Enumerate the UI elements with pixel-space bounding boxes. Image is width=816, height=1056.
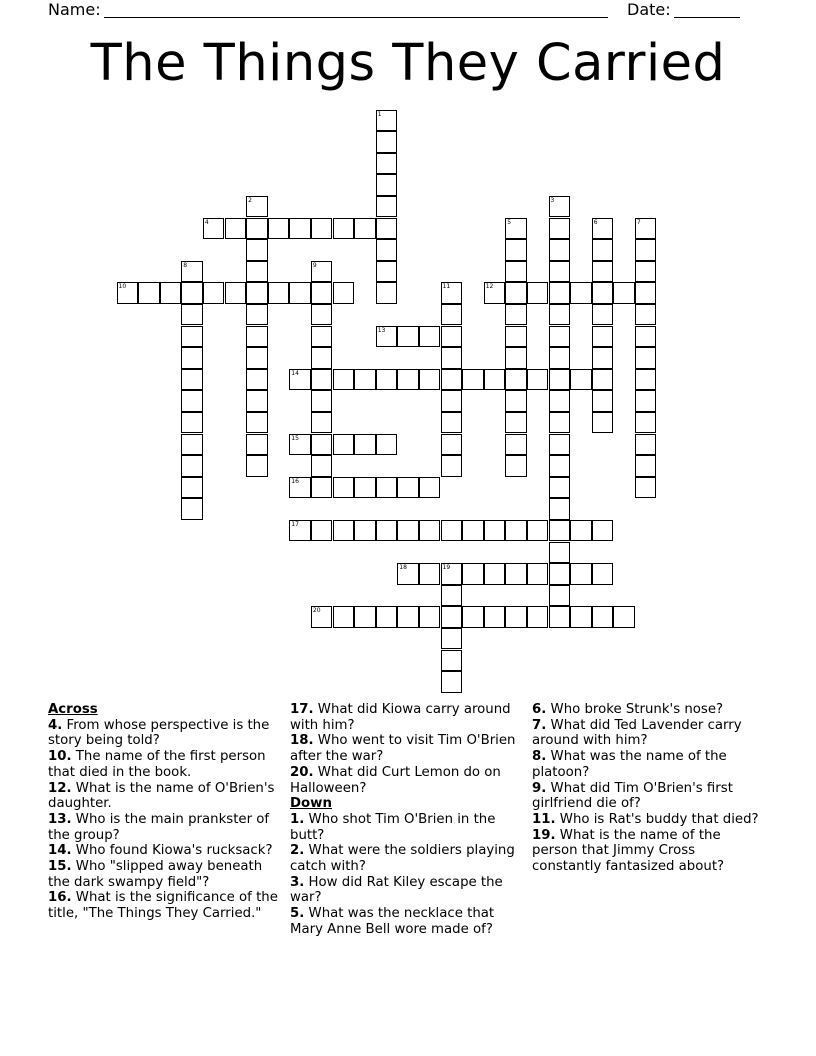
clue-number: 12 (485, 283, 494, 291)
grid-cell[interactable] (592, 369, 614, 391)
grid-cell[interactable] (549, 498, 571, 520)
clue-number: 2 (248, 196, 252, 204)
clue-number: 20 (312, 607, 321, 615)
grid-cell[interactable] (289, 369, 311, 391)
grid-cell[interactable] (333, 434, 355, 456)
grid-cell[interactable] (397, 606, 419, 628)
grid-cell[interactable] (592, 390, 614, 412)
clue-number: 19 (442, 564, 451, 572)
clue-down: 6. Who broke Strunk's nose? (532, 702, 724, 717)
grid-cell[interactable] (225, 218, 247, 240)
grid-cell[interactable] (419, 477, 441, 499)
grid-cell[interactable] (549, 326, 571, 348)
clue-across: 12. What is the name of O'Brien's daughter. (48, 780, 275, 812)
grid-cell[interactable] (441, 390, 463, 412)
grid-cell[interactable] (311, 347, 333, 369)
grid-cell[interactable] (333, 218, 355, 240)
grid-cell[interactable] (635, 239, 657, 261)
grid-cell[interactable] (246, 412, 268, 434)
grid-cell[interactable] (592, 282, 614, 304)
grid-cell[interactable] (376, 239, 398, 261)
down-heading: Down (290, 796, 332, 812)
grid-cell[interactable] (441, 304, 463, 326)
grid-cell[interactable] (181, 304, 203, 326)
grid-cell[interactable] (570, 369, 592, 391)
grid-cell[interactable] (549, 390, 571, 412)
grid-cell[interactable] (549, 412, 571, 434)
grid-cell[interactable] (160, 282, 182, 304)
grid-cell[interactable] (484, 369, 506, 391)
grid-cell[interactable] (484, 563, 506, 585)
grid-cell[interactable] (376, 606, 398, 628)
grid-cell[interactable] (505, 282, 527, 304)
grid-cell[interactable] (505, 326, 527, 348)
grid-cell[interactable] (635, 261, 657, 283)
clue-number: 16 (291, 477, 299, 485)
grid-cell[interactable] (354, 606, 376, 628)
grid-cell[interactable] (592, 563, 614, 585)
grid-cell[interactable] (549, 196, 571, 218)
grid-cell[interactable] (246, 347, 268, 369)
clue-across: 20. What did Curt Lemon do on Halloween? (290, 764, 501, 796)
grid-cell[interactable] (441, 369, 463, 391)
grid-cell[interactable] (419, 369, 441, 391)
grid-cell[interactable] (527, 520, 549, 542)
grid-cell[interactable] (397, 563, 419, 585)
grid-cell[interactable] (549, 369, 571, 391)
grid-cell[interactable] (441, 434, 463, 456)
grid-cell[interactable] (419, 520, 441, 542)
grid-cell[interactable] (613, 606, 635, 628)
grid-cell[interactable] (635, 369, 657, 391)
grid-cell[interactable] (354, 520, 376, 542)
clue-down: 3. How did Rat Kiley escape the war? (290, 874, 503, 906)
grid-cell[interactable] (462, 369, 484, 391)
grid-cell[interactable] (246, 455, 268, 477)
grid-cell[interactable] (246, 196, 268, 218)
clue-across: 4. From whose perspective is the story being told? (48, 717, 270, 749)
grid-cell[interactable] (505, 434, 527, 456)
grid-cell[interactable] (592, 606, 614, 628)
grid-cell[interactable] (397, 326, 419, 348)
clue-number: 5 (507, 218, 512, 226)
clue-down: 1. Who shot Tim O'Brien in the butt? (290, 811, 496, 843)
grid-cell[interactable] (289, 282, 311, 304)
grid-cell[interactable] (354, 434, 376, 456)
grid-cell[interactable] (376, 174, 398, 196)
grid-cell[interactable] (441, 671, 463, 693)
grid-cell[interactable] (505, 455, 527, 477)
grid-cell[interactable] (635, 326, 657, 348)
grid-cell[interactable] (268, 218, 290, 240)
grid-cell[interactable] (505, 261, 527, 283)
grid-cell[interactable] (181, 369, 203, 391)
grid-cell[interactable] (376, 369, 398, 391)
grid-cell[interactable] (570, 282, 592, 304)
grid-cell[interactable] (592, 261, 614, 283)
grid-cell[interactable] (441, 282, 463, 304)
grid-cell[interactable] (203, 282, 225, 304)
clue-down: 2. What were the soldiers playing catch with? (290, 843, 515, 875)
grid-cell[interactable] (505, 520, 527, 542)
grid-cell[interactable] (570, 520, 592, 542)
across-heading: Across (48, 702, 98, 717)
grid-cell[interactable] (289, 477, 311, 499)
grid-cell[interactable] (527, 606, 549, 628)
grid-cell[interactable] (311, 477, 333, 499)
grid-cell[interactable] (311, 606, 333, 628)
grid-cell[interactable] (441, 628, 463, 650)
grid-cell[interactable] (527, 282, 549, 304)
clue-down: 8. What was the name of the platoon? (532, 749, 727, 780)
clue-across: 14. Who found Kiowa's rucksack? (48, 843, 273, 859)
grid-cell[interactable] (441, 650, 463, 672)
page-title: The Things They Carried (90, 34, 726, 93)
grid-cell[interactable] (333, 477, 355, 499)
grid-cell[interactable] (333, 369, 355, 391)
clue-number: 18 (399, 564, 407, 572)
grid-cell[interactable] (462, 563, 484, 585)
grid-cell[interactable] (592, 239, 614, 261)
grid-cell[interactable] (549, 304, 571, 326)
grid-cell[interactable] (549, 542, 571, 564)
grid-cell[interactable] (333, 282, 355, 304)
name-label: Name: (48, 0, 101, 19)
grid-cell[interactable] (376, 261, 398, 283)
grid-cell[interactable] (181, 412, 203, 434)
grid-cell[interactable] (246, 304, 268, 326)
grid-cell[interactable] (549, 239, 571, 261)
grid-cell[interactable] (505, 412, 527, 434)
grid-cell[interactable] (181, 477, 203, 499)
clue-across: 17. What did Kiowa carry around with him? (290, 702, 511, 733)
clue-across: 16. What is the significance of the title, "The Things They Carried." (48, 890, 278, 922)
grid-cell[interactable] (462, 520, 484, 542)
grid-cell[interactable] (441, 326, 463, 348)
grid-cell[interactable] (333, 520, 355, 542)
grid-cell[interactable] (635, 304, 657, 326)
grid-cell[interactable] (549, 434, 571, 456)
grid-cell[interactable] (181, 347, 203, 369)
grid-cell[interactable] (441, 412, 463, 434)
grid-cell[interactable] (505, 304, 527, 326)
grid-cell[interactable] (484, 520, 506, 542)
grid-cell[interactable] (592, 520, 614, 542)
grid-cell[interactable] (549, 563, 571, 585)
clue-across: 10. The name of the first person that died in the book. (48, 749, 266, 780)
grid-cell[interactable] (613, 282, 635, 304)
grid-cell[interactable] (246, 369, 268, 391)
grid-cell[interactable] (527, 563, 549, 585)
grid-cell[interactable] (549, 218, 571, 240)
clue-number: 11 (442, 283, 451, 291)
clue-number: 1 (377, 110, 382, 118)
grid-cell[interactable] (246, 390, 268, 412)
grid-cell[interactable] (181, 498, 203, 520)
clue-number: 7 (636, 218, 641, 226)
grid-cell[interactable] (181, 326, 203, 348)
grid-cell[interactable] (311, 390, 333, 412)
clue-across: 13. Who is the main prankster of the group? (48, 811, 270, 843)
grid-cell[interactable] (376, 153, 398, 175)
grid-cell[interactable] (376, 326, 398, 348)
grid-cell[interactable] (441, 347, 463, 369)
grid-cell[interactable] (505, 369, 527, 391)
grid-cell[interactable] (505, 218, 527, 240)
grid-cell[interactable] (549, 455, 571, 477)
grid-cell[interactable] (441, 455, 463, 477)
grid-cell[interactable] (549, 347, 571, 369)
clue-number: 9 (312, 261, 317, 269)
grid-cell[interactable] (592, 304, 614, 326)
clue-number: 17 (291, 520, 299, 528)
grid-cell[interactable] (635, 282, 657, 304)
grid-cell[interactable] (397, 477, 419, 499)
grid-cell[interactable] (246, 282, 268, 304)
grid-cell[interactable] (549, 282, 571, 304)
grid-cell[interactable] (376, 434, 398, 456)
grid-cell[interactable] (635, 218, 657, 240)
grid-cell[interactable] (549, 261, 571, 283)
grid-cell[interactable] (549, 520, 571, 542)
clue-down: 9. What did Tim O'Brien's first girlfriend die of? (532, 780, 733, 812)
grid-cell[interactable] (441, 520, 463, 542)
grid-cell[interactable] (311, 304, 333, 326)
grid-cell[interactable] (376, 196, 398, 218)
grid-cell[interactable] (549, 606, 571, 628)
grid-cell[interactable] (311, 369, 333, 391)
grid-cell[interactable] (376, 520, 398, 542)
grid-cell[interactable] (311, 434, 333, 456)
grid-cell[interactable] (419, 606, 441, 628)
grid-cell[interactable] (376, 218, 398, 240)
grid-cell[interactable] (505, 390, 527, 412)
grid-cell[interactable] (354, 218, 376, 240)
clue-column-3 (532, 702, 764, 875)
grid-cell[interactable] (527, 369, 549, 391)
clue-number: 4 (204, 218, 209, 226)
grid-cell[interactable] (268, 282, 290, 304)
grid-cell[interactable] (570, 563, 592, 585)
grid-cell[interactable] (225, 282, 247, 304)
grid-cell[interactable] (246, 239, 268, 261)
grid-cell[interactable] (419, 563, 441, 585)
grid-cell[interactable] (505, 239, 527, 261)
grid-cell[interactable] (635, 455, 657, 477)
grid-cell[interactable] (311, 412, 333, 434)
grid-cell[interactable] (397, 520, 419, 542)
grid-cell[interactable] (246, 326, 268, 348)
grid-cell[interactable] (592, 347, 614, 369)
grid-cell[interactable] (117, 282, 139, 304)
grid-cell[interactable] (441, 606, 463, 628)
grid-cell[interactable] (505, 347, 527, 369)
grid-cell[interactable] (376, 110, 398, 132)
clue-column-2 (290, 702, 522, 938)
grid-cell[interactable] (181, 390, 203, 412)
grid-cell[interactable] (484, 282, 506, 304)
grid-cell[interactable] (441, 563, 463, 585)
clue-number: 3 (550, 196, 555, 204)
grid-cell[interactable] (635, 434, 657, 456)
grid-cell[interactable] (592, 218, 614, 240)
grid-cell[interactable] (203, 218, 225, 240)
grid-cell[interactable] (181, 282, 203, 304)
grid-cell[interactable] (246, 218, 268, 240)
grid-cell[interactable] (289, 434, 311, 456)
grid-cell[interactable] (635, 347, 657, 369)
grid-cell[interactable] (419, 326, 441, 348)
grid-cell[interactable] (441, 585, 463, 607)
grid-cell[interactable] (635, 477, 657, 499)
grid-cell[interactable] (505, 563, 527, 585)
grid-cell[interactable] (592, 326, 614, 348)
grid-cell[interactable] (354, 369, 376, 391)
clue-down: 5. What was the necklace that Mary Anne Bell wore made of? (290, 906, 495, 937)
clue-number: 13 (377, 326, 386, 334)
grid-cell[interactable] (311, 455, 333, 477)
grid-cell[interactable] (505, 606, 527, 628)
grid-cell[interactable] (181, 261, 203, 283)
grid-cell[interactable] (311, 261, 333, 283)
grid-cell[interactable] (289, 520, 311, 542)
grid-cell[interactable] (246, 261, 268, 283)
grid-cell[interactable] (181, 434, 203, 456)
clue-down: 19. What is the name of the person that Jimmy Cross constantly fantasized about? (532, 827, 725, 875)
clue-number: 8 (183, 261, 188, 269)
clue-number: 6 (593, 218, 598, 226)
grid-cell[interactable] (333, 606, 355, 628)
grid-cell[interactable] (138, 282, 160, 304)
grid-cell[interactable] (289, 218, 311, 240)
grid-cell[interactable] (311, 218, 333, 240)
grid-cell[interactable] (311, 520, 333, 542)
clue-down: 11. Who is Rat's buddy that died? (532, 811, 759, 827)
grid-cell[interactable] (311, 326, 333, 348)
grid-cell[interactable] (246, 434, 268, 456)
grid-cell[interactable] (311, 282, 333, 304)
grid-cell[interactable] (549, 585, 571, 607)
grid-cell[interactable] (570, 606, 592, 628)
clue-number: 10 (118, 283, 127, 291)
grid-cell[interactable] (635, 412, 657, 434)
clue-number: 14 (291, 369, 299, 377)
grid-cell[interactable] (549, 477, 571, 499)
grid-cell[interactable] (376, 477, 398, 499)
grid-cell[interactable] (376, 131, 398, 153)
grid-cell[interactable] (635, 390, 657, 412)
grid-cell[interactable] (462, 606, 484, 628)
grid-cell[interactable] (181, 455, 203, 477)
clue-down: 7. What did Ted Lavender carry around with him? (532, 717, 742, 749)
clue-across: 15. Who "slipped away beneath the dark swampy field"? (48, 859, 263, 890)
date-label: Date: (627, 0, 671, 19)
grid-cell[interactable] (376, 282, 398, 304)
clue-column-1 (48, 702, 280, 922)
grid-cell[interactable] (484, 606, 506, 628)
grid-cell[interactable] (592, 412, 614, 434)
clue-number: 15 (291, 434, 299, 442)
grid-cell[interactable] (397, 369, 419, 391)
grid-cell[interactable] (354, 477, 376, 499)
clue-across: 18. Who went to visit Tim O'Brien after the war? (290, 733, 516, 765)
